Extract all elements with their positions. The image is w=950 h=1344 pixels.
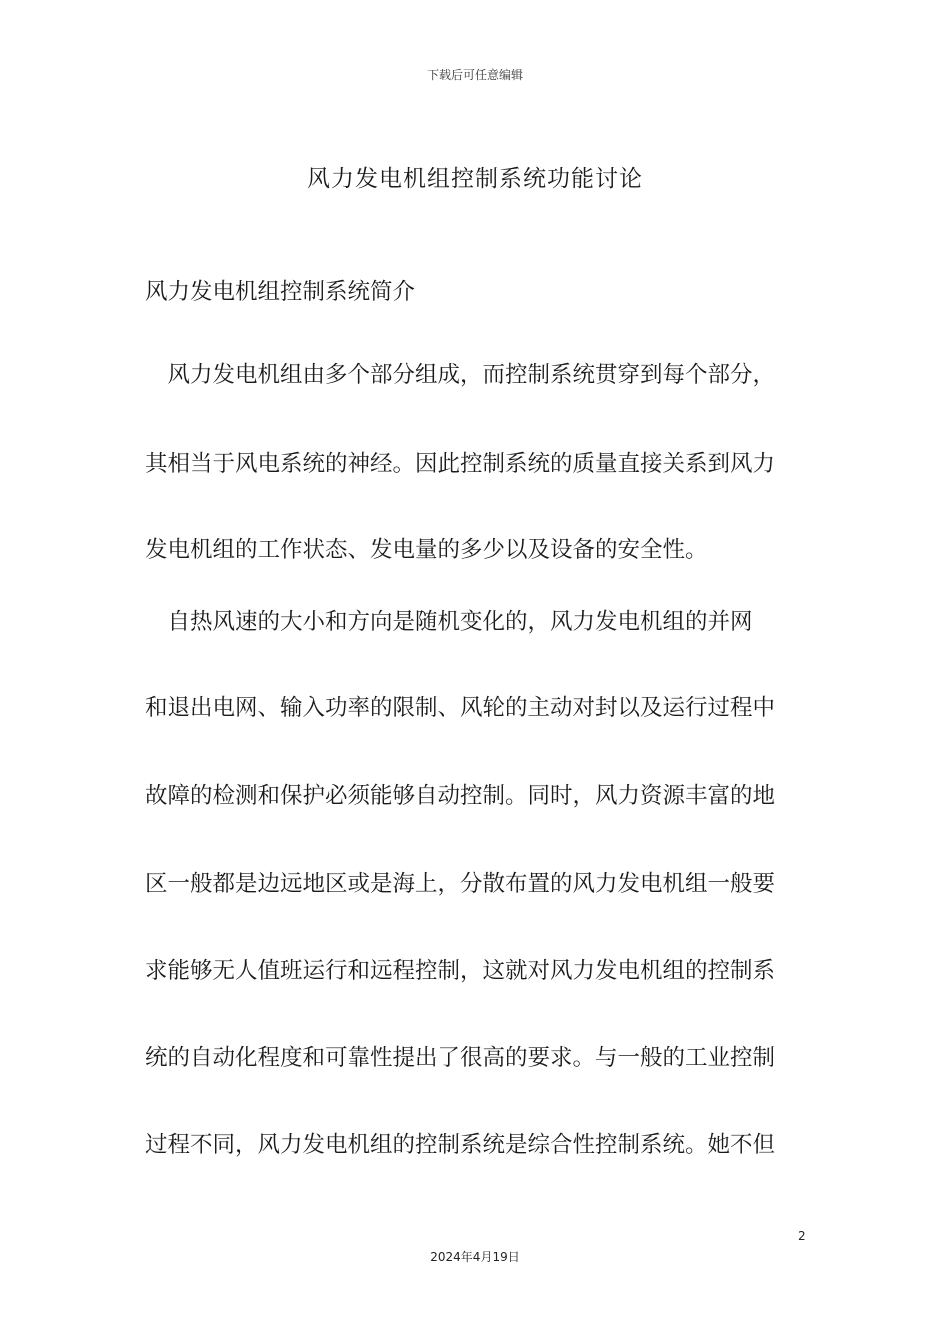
body-line: 过程不同，风力发电机组的控制系统是综合性控制系统。她不但 [145,1132,776,1158]
body-line: 和退出电网、输入功率的限制、风轮的主动对封以及运行过程中 [145,695,776,721]
section-heading: 风力发电机组控制系统简介 [145,279,416,305]
body-line: 故障的检测和保护必须能够自动控制。同时，风力资源丰富的地 [145,783,776,809]
body-line: 统的自动化程度和可靠性提出了很高的要求。与一般的工业控制 [145,1045,776,1071]
body-line: 其相当于风电系统的神经。因此控制系统的质量直接关系到风力 [145,451,776,477]
header-note: 下载后可任意编辑 [426,68,523,82]
body-line: 区一般都是边远地区或是海上，分散布置的风力发电机组一般要 [145,871,776,897]
document-title: 风力发电机组控制系统功能讨论 [307,166,643,192]
body-line: 风力发电机组由多个部分组成，而控制系统贯穿到每个部分， [145,362,776,388]
page-number: 2 [798,1229,806,1243]
body-line: 自热风速的大小和方向是随机变化的，风力发电机组的并网 [145,609,753,635]
footer-date: 2024年4月19日 [430,1250,520,1264]
body-line: 发电机组的工作状态、发电量的多少以及设备的安全性。 [145,537,708,563]
body-line: 求能够无人值班运行和远程控制，这就对风力发电机组的控制系 [145,958,776,984]
